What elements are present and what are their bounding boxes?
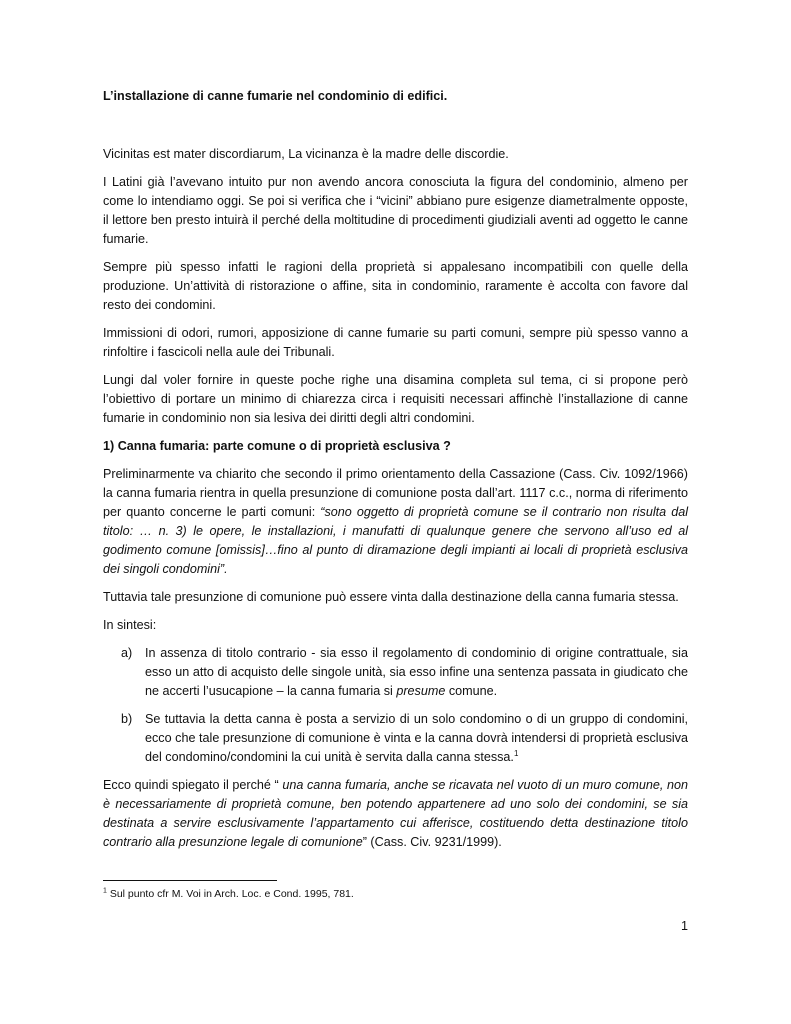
footnote-text: Sul punto cfr M. Voi in Arch. Loc. e Cond. 1995, 781. (106, 888, 354, 900)
paragraph-latini: I Latini già l’avevano intuito pur non avendo ancora conosciuta la figura del condominio, almeno per come lo intendiamo oggi. Se poi si verifica che i “vicini” abbiano pure esigenze diametralmente opposte, il lettore ben presto intuirà il perché della moltitudine di procedimenti giudiziali aventi ad oggetto le canne fumarie. (103, 175, 688, 246)
paragraph-sintesi: In sintesi: (103, 618, 157, 632)
footnote-number: 1 (103, 887, 107, 895)
paragraph-proprieta: Sempre più spesso infatti le ragioni della proprietà si appalesano incompatibili con quelle della produzione. Un’attività di ristorazione o affine, sita in condominio, raramente è accolta con favore dal resto dei condomini. (103, 260, 688, 312)
list-item-text: Se tuttavia la detta canna è posta a servizio di un solo condomino o di un gruppo di condomini, ecco che tale presunzione di comunione è vinta e la canna dovrà intendersi di proprietà esclusiva del condomino/condomini la cui unità è servita dalla canna stessa. (145, 712, 688, 764)
list-marker: b) (121, 712, 133, 726)
document-body (103, 87, 688, 861)
list-item-tail: comune. (445, 684, 498, 698)
paragraph-immissioni: Immissioni di odori, rumori, apposizione di canne fumarie su parti comuni, sempre più spesso vanno a rinfoltire i fascicoli nella aule dei Tribunali. (103, 326, 688, 359)
footnote (103, 887, 688, 901)
paragraph-conclusione-tail: ” (Cass. Civ. 9231/1999). (362, 835, 502, 849)
paragraph-cassazione (103, 465, 688, 579)
paragraph-conclusione-lead: Ecco quindi spiegato il perché “ (103, 778, 283, 792)
footnote-separator (103, 880, 277, 881)
paragraph-cassazione-quote: “sono oggetto di proprietà comune se il contrario non risulta dal titolo: … n. 3) le opere, le installazioni, i manufatti di qualunque genere che servono all’uso ed al godimento comune [omissis]…fino al punto di diramazione degli impianti ai locali di proprietà esclusiva dei singoli condomini”. (103, 505, 688, 576)
paragraph-conclusione-quote: una canna fumaria, anche se ricavata nel vuoto di un muro comune, non è necessariamente di proprietà comune, ben potendo appartenere ad uno solo dei condomini, se sia destinata a servire esclusivamente l’appartamento cui afferisce, costituendo detta destinazione titolo contrario alla presunzione legale di comunione (103, 778, 688, 849)
list-item (103, 644, 688, 701)
list-item-text: In assenza di titolo contrario - sia esso il regolamento di condominio di origine contrattuale, sia esso un atto di acquisto delle singole unità, sia esso infine una sentenza passata in giudicato che ne accerti l’usucapione – la canna fumaria si (145, 646, 688, 698)
document-title: L’installazione di canne fumarie nel condominio di edifici. (103, 89, 448, 103)
summary-list (103, 644, 688, 767)
paragraph-cassazione-text: Preliminarmente va chiarito che secondo il primo orientamento della Cassazione (Cass. Civ. 1092/1966) la canna fumaria rientra in quella presunzione di comunione posta dall’art. 1117 c.c., norma di riferimento per quanto concerne le parti comuni: (103, 467, 688, 519)
footnote-reference[interactable]: 1 (513, 748, 519, 758)
page-number: 1 (680, 919, 688, 933)
list-item-emphasis: presume (396, 684, 446, 698)
intro-paragraph: Vicinitas est mater discordiarum, La vicinanza è la madre delle discordie. (103, 147, 509, 161)
paragraph-conclusione (103, 776, 688, 852)
section-heading-1: 1) Canna fumaria: parte comune o di proprietà esclusiva ? (103, 439, 451, 453)
paragraph-obiettivo: Lungi dal voler fornire in queste poche righe una disamina completa sul tema, ci si propone però l’obiettivo di portare un minimo di chiarezza circa i requisiti necessari affinchè l’installazione di canne fumarie in condominio non sia lesiva dei diritti degli altri condomini. (103, 373, 688, 425)
list-marker: a) (121, 646, 133, 660)
list-item (103, 710, 688, 767)
paragraph-presunzione: Tuttavia tale presunzione di comunione può essere vinta dalla destinazione della canna fumaria stessa. (103, 590, 679, 604)
